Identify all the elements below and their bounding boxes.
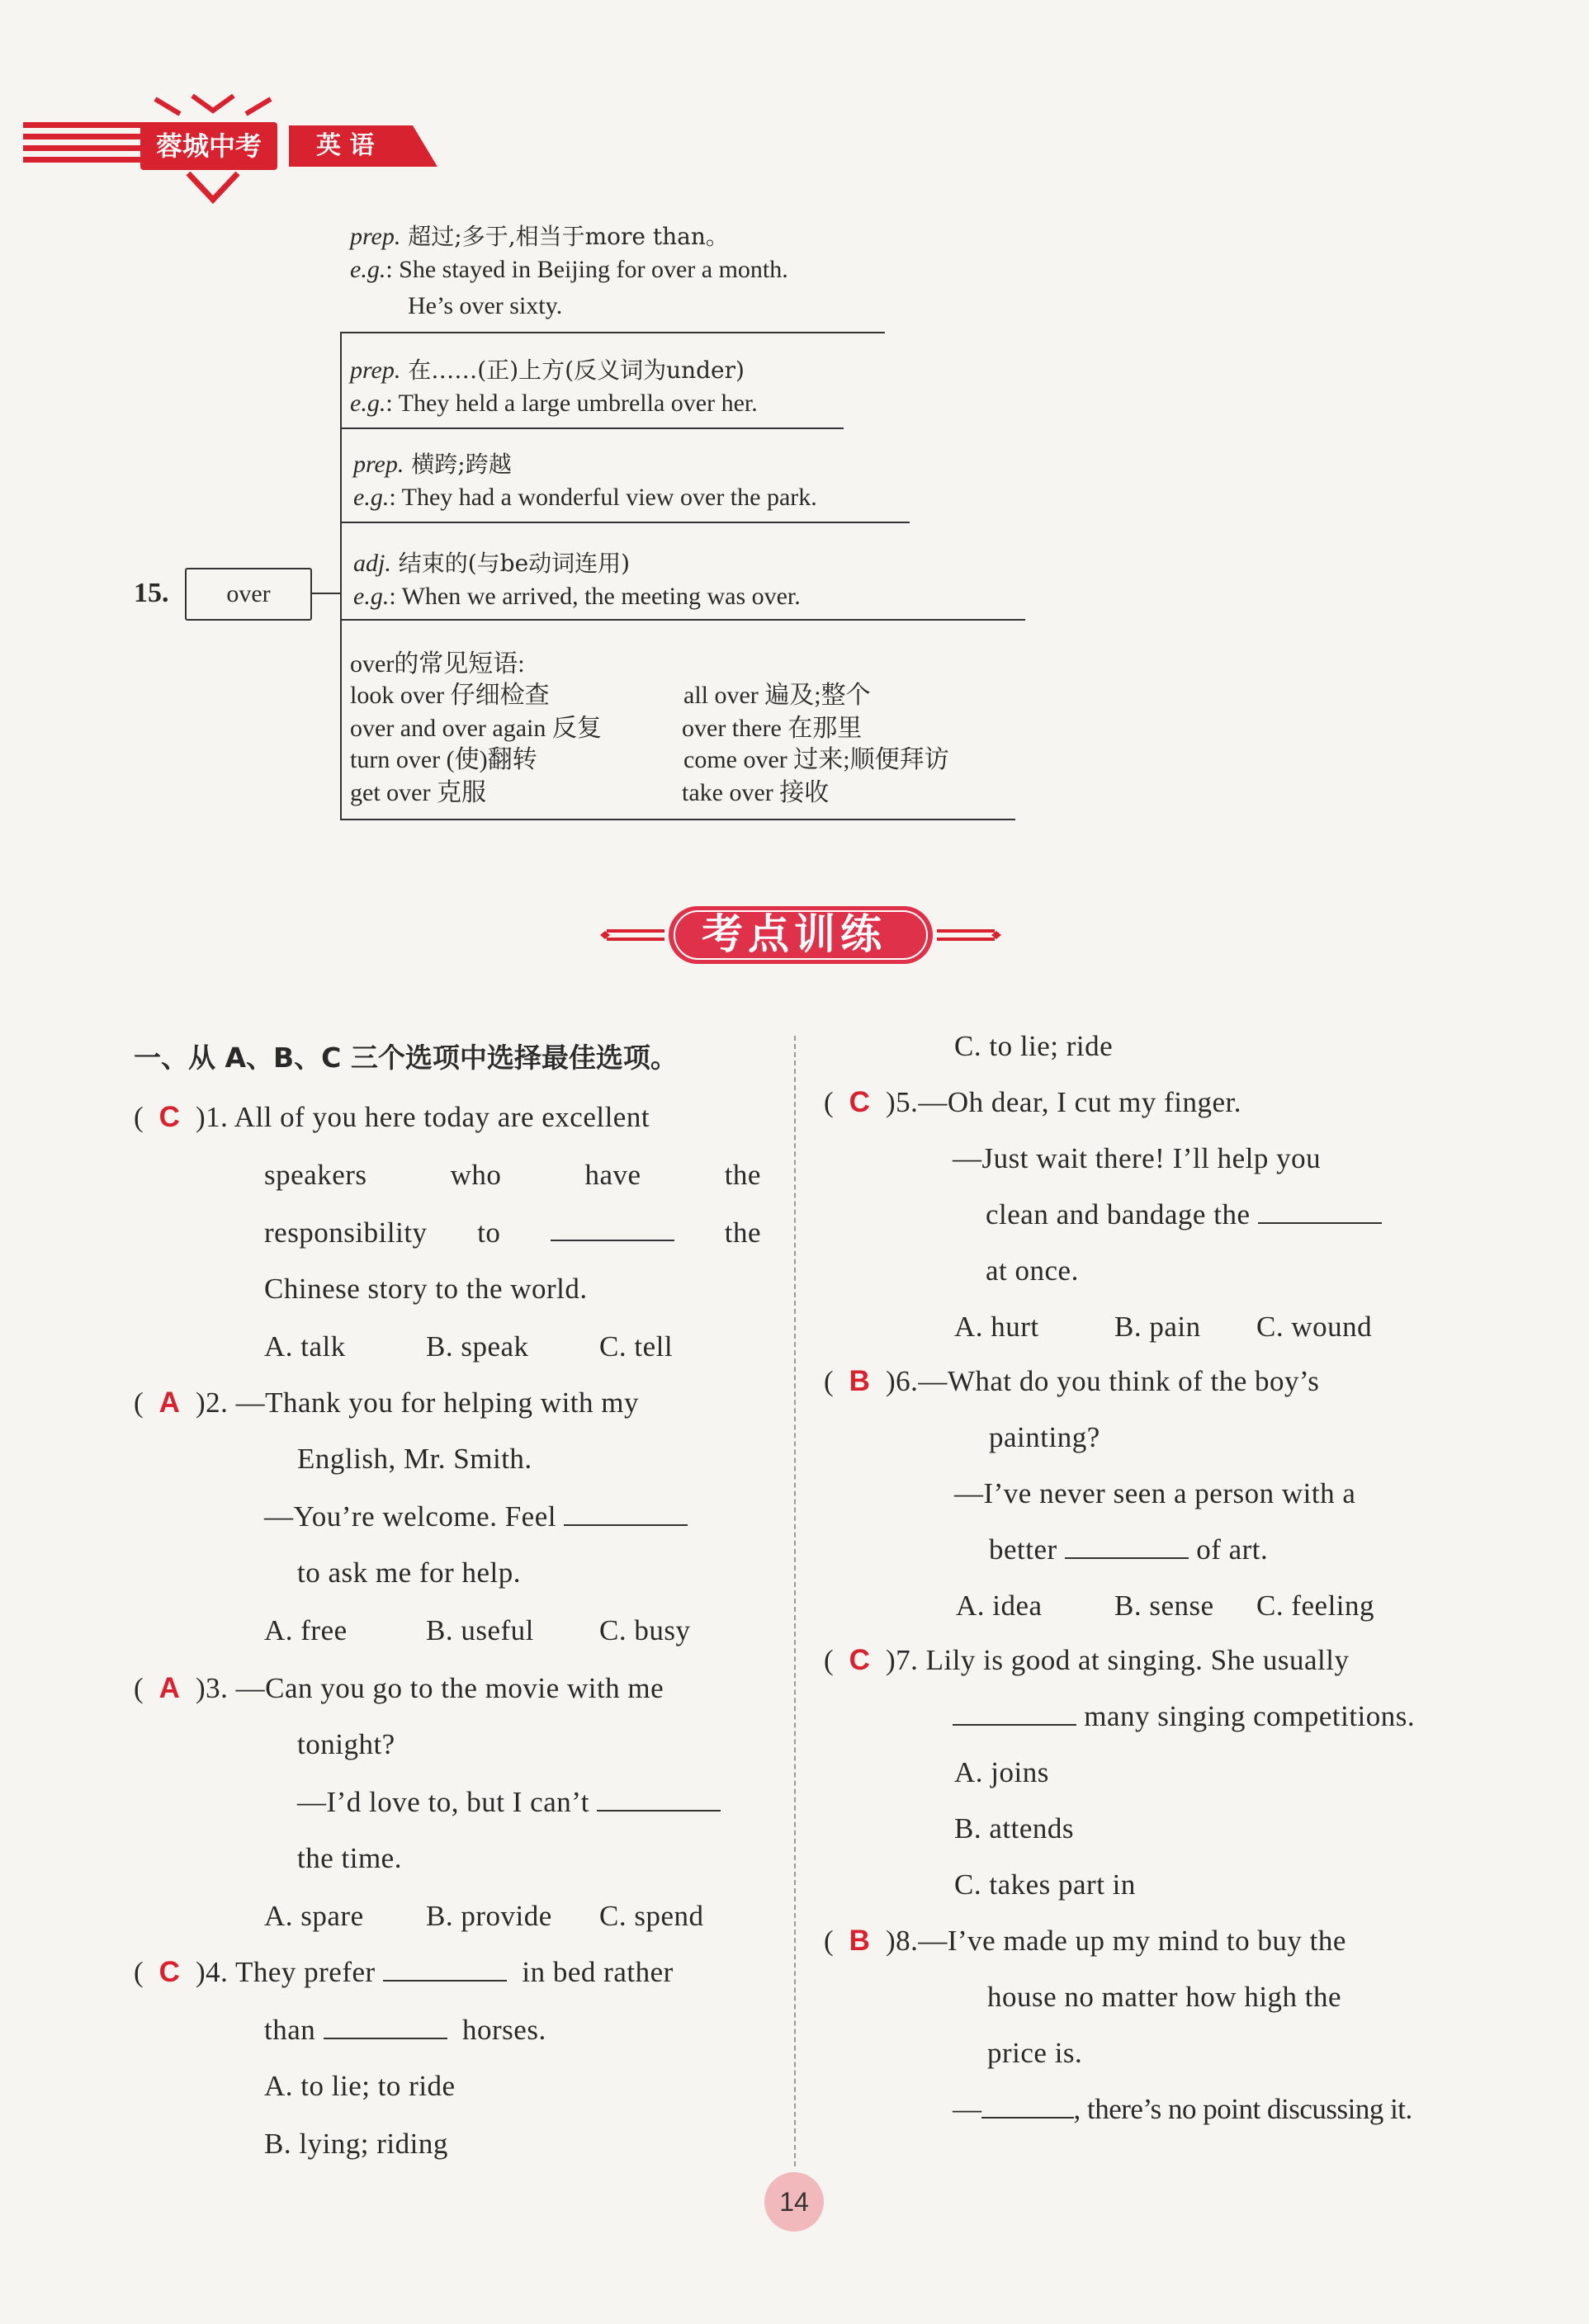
question-6-option-b: B. sense [1114, 1589, 1214, 1622]
question-3-stem: ( A )3. —Can you go to the movie with me [134, 1672, 664, 1704]
phrase-right-4: take over 接收 [682, 779, 830, 806]
question-8-line-2: house no matter how high the [987, 1981, 1342, 2013]
question-8-line-3: price is. [987, 2037, 1083, 2069]
question-7-line-2: many singing competitions. [953, 1698, 1415, 1735]
answer-7: C [849, 1644, 871, 1676]
answer-3: A [158, 1672, 181, 1704]
question-5-line-3: clean and bandage the [986, 1197, 1382, 1233]
question-5-option-a: A. hurt [954, 1311, 1039, 1343]
question-7-option-a: A. joins [954, 1756, 1049, 1788]
question-6-line-2: painting? [989, 1421, 1100, 1453]
question-3-option-c: C. spend [599, 1900, 704, 1932]
blank [324, 2013, 447, 2039]
question-7-option-c: C. takes part in [954, 1868, 1136, 1901]
question-3-line-4: the time. [297, 1842, 402, 1874]
blank [564, 1500, 688, 1526]
sense-3-underline [340, 522, 910, 523]
question-2-line-2: English, Mr. Smith. [297, 1443, 532, 1475]
page-number: 14 [764, 2172, 824, 2232]
question-3-option-a: A. spare [264, 1900, 364, 1932]
section-banner: 考点训练 [702, 910, 887, 958]
phrase-left-2: over and over again 反复 [350, 715, 602, 742]
sense-1-example: e.g.: She stayed in Beijing for over a month. [350, 256, 788, 283]
phrase-left-3: turn over (使)翻转 [350, 746, 537, 773]
subject-label: 英 语 [316, 131, 375, 160]
blank [981, 2092, 1074, 2119]
column-divider [794, 1036, 796, 2166]
answer-2: A [158, 1386, 181, 1419]
phrase-right-1: all over 遍及;整个 [683, 682, 871, 709]
question-6-option-c: C. feeling [1256, 1589, 1375, 1622]
blank [1065, 1533, 1189, 1559]
sense-1-def: prep. 超过;多于,相当于more than。 [350, 223, 729, 250]
sense-3-example: e.g.: They had a wonderful view over the park. [353, 484, 817, 511]
phrases-underline [340, 819, 1015, 820]
entry-word-box: over [185, 568, 312, 621]
question-1-option-c: C. tell [599, 1330, 674, 1363]
question-3-line-2: tonight? [297, 1728, 395, 1760]
question-4-stem: ( C )4. They prefer in bed rather [134, 1956, 674, 1988]
question-4-option-a: A. to lie; to ride [264, 2070, 456, 2102]
question-5-option-b: B. pain [1114, 1311, 1201, 1343]
tree-trunk [340, 332, 342, 819]
question-5-line-4: at once. [986, 1254, 1079, 1287]
question-2-option-b: B. useful [426, 1614, 534, 1646]
sense-1-example-2: He’s over sixty. [408, 292, 563, 319]
phrase-right-3: come over 过来;顺便拜访 [683, 746, 949, 773]
sense-1-underline [340, 332, 885, 333]
question-8-line-4: — , there’s no point discussing it. [953, 2093, 1412, 2125]
question-6-line-4: better of art. [989, 1533, 1269, 1566]
question-3-line-3: —I’d love to, but I can’t [297, 1784, 721, 1821]
question-1-option-b: B. speak [426, 1330, 529, 1363]
question-2-option-a: A. free [264, 1614, 348, 1646]
entry-number: 15. [134, 578, 169, 608]
sense-4-def: adj. 结束的(与be动词连用) [353, 550, 631, 577]
phrase-left-4: get over 克服 [350, 779, 486, 806]
sense-2-example: e.g.: They held a large umbrella over her. [350, 390, 758, 417]
answer-1: C [158, 1101, 181, 1133]
question-2-line-4: to ask me for help. [297, 1556, 521, 1589]
question-6-line-3: —I’ve never seen a person with a [954, 1477, 1356, 1509]
logo: 蓉城中考 [140, 122, 277, 170]
question-2-option-c: C. busy [599, 1614, 691, 1646]
phrases-title: over的常见短语: [350, 650, 525, 678]
question-2-stem: ( A )2. —Thank you for helping with my [134, 1386, 639, 1419]
phrase-left-1: look over 仔细检查 [350, 682, 550, 709]
blank [1258, 1197, 1382, 1224]
blank [383, 1955, 507, 1982]
answer-8: B [849, 1925, 871, 1957]
question-1-line-4: Chinese story to the world. [264, 1273, 588, 1305]
question-1-line-2: speakers who have the [264, 1159, 761, 1191]
blank [953, 1699, 1076, 1726]
question-7-option-b: B. attends [954, 1812, 1074, 1845]
answer-6: B [849, 1365, 871, 1397]
connector [310, 593, 340, 594]
question-1-line-3: responsibility to the [264, 1216, 761, 1249]
phrase-right-2: over there 在那里 [682, 715, 863, 742]
question-5-option-c: C. wound [1256, 1311, 1373, 1343]
blank [551, 1215, 674, 1241]
sense-4-underline [340, 619, 1025, 621]
blank [597, 1785, 721, 1811]
question-1-stem: ( C )1. All of you here today are excellent [134, 1101, 650, 1133]
question-4-option-b: B. lying; riding [264, 2128, 448, 2160]
sense-4-example: e.g.: When we arrived, the meeting was over. [353, 583, 801, 610]
sense-2-underline [340, 427, 844, 429]
answer-4: C [158, 1956, 181, 1988]
sense-2-def: prep. 在……(正)上方(反义词为under) [350, 357, 745, 384]
question-1-option-a: A. talk [264, 1330, 346, 1363]
question-6-option-a: A. idea [956, 1589, 1043, 1622]
question-4-line-2: than horses. [264, 2014, 546, 2046]
answer-5: C [849, 1086, 871, 1118]
question-6-stem: ( B )6.—What do you think of the boy’s [824, 1365, 1320, 1397]
question-7-stem: ( C )7. Lily is good at singing. She usually [824, 1644, 1350, 1676]
question-4-option-c: C. to lie; ride [954, 1030, 1114, 1062]
section-title: 一、从 A、B、C 三个选项中选择最佳选项。 [134, 1042, 678, 1074]
sense-3-def: prep. 横跨;跨越 [353, 451, 512, 478]
question-5-line-2: —Just wait there! I’ll help you [953, 1142, 1322, 1174]
question-5-stem: ( C )5.—Oh dear, I cut my finger. [824, 1086, 1241, 1118]
question-3-option-b: B. provide [426, 1900, 552, 1932]
question-2-line-3: —You’re welcome. Feel [264, 1499, 688, 1535]
question-8-stem: ( B )8.—I’ve made up my mind to buy the [824, 1925, 1346, 1957]
